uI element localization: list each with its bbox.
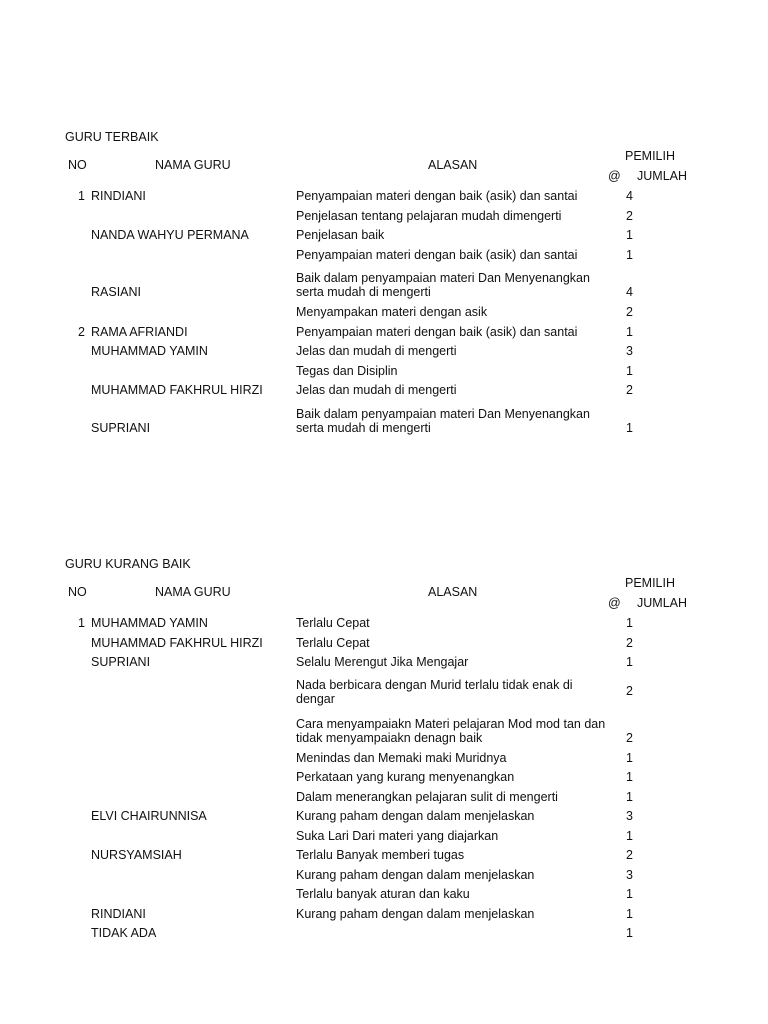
- header-no: NO: [68, 585, 87, 599]
- header-jumlah: JUMLAH: [637, 596, 688, 610]
- row-alasan: Menyampakan materi dengan asik: [296, 305, 488, 319]
- row-jumlah: 4: [626, 189, 633, 203]
- table-row: [0, 245, 768, 265]
- row-alasan: Terlalu Cepat: [296, 616, 370, 630]
- section-title: GURU KURANG BAIK: [65, 557, 191, 571]
- header-at: @: [608, 596, 621, 610]
- section-title: GURU TERBAIK: [65, 130, 159, 144]
- row-nama-guru: RAMA AFRIANDI: [91, 324, 188, 339]
- row-nama-guru: SUPRIANI: [91, 420, 151, 435]
- row-nama-guru: NANDA WAHYU PERMANA: [91, 228, 249, 242]
- header-no: NO: [68, 158, 87, 172]
- row-alasan: Penjelasan baik: [296, 228, 385, 242]
- table-row: [0, 264, 768, 302]
- row-jumlah: 1: [626, 363, 633, 378]
- row-jumlah: 1: [626, 926, 633, 940]
- row-alasan: Kurang paham dengan dalam menjelaskan: [296, 809, 535, 823]
- row-jumlah: 1: [626, 906, 633, 921]
- row-alasan: Dalam menerangkan pelajaran sulit di mengerti: [296, 789, 558, 804]
- header-alasan: ALASAN: [428, 158, 478, 172]
- row-alasan: Menindas dan Memaki maki Muridnya: [296, 750, 507, 765]
- row-alasan: Penyampaian materi dengan baik (asik) dan santai: [296, 247, 578, 262]
- row-alasan: Kurang paham dengan dalam menjelaskan: [296, 906, 535, 921]
- row-jumlah: 1: [626, 247, 633, 262]
- row-jumlah: 2: [626, 730, 633, 745]
- row-jumlah: 1: [626, 655, 633, 669]
- row-alasan: Terlalu Cepat: [296, 635, 370, 650]
- row-jumlah: 2: [626, 683, 633, 698]
- row-jumlah: 3: [626, 809, 633, 823]
- row-jumlah: 1: [626, 420, 633, 435]
- row-jumlah: 1: [626, 616, 633, 630]
- table-row: [0, 652, 768, 672]
- table-row: [0, 322, 768, 342]
- row-jumlah: 1: [626, 887, 633, 901]
- table-row: [0, 206, 768, 226]
- row-nama-guru: ELVI CHAIRUNNISA: [91, 809, 207, 823]
- row-alasan: Terlalu banyak aturan dan kaku: [296, 887, 470, 901]
- row-alasan: Terlalu Banyak memberi tugas: [296, 848, 465, 862]
- row-alasan: Penjelasan tentang pelajaran mudah dimengerti: [296, 208, 562, 223]
- table-row: [0, 923, 768, 943]
- header-nama-guru: NAMA GURU: [155, 585, 231, 599]
- row-alasan: Penyampaian materi dengan baik (asik) dan santai: [296, 324, 578, 339]
- row-jumlah: 2: [626, 848, 633, 862]
- table-body: [0, 186, 768, 438]
- table-row: [0, 672, 768, 709]
- table-row: [0, 767, 768, 787]
- table-row: [0, 302, 768, 322]
- row-nama-guru: NURSYAMSIAH: [91, 848, 182, 862]
- row-jumlah: 3: [626, 867, 633, 882]
- table-row: [0, 380, 768, 400]
- row-jumlah: 4: [626, 285, 633, 299]
- header-nama-guru: NAMA GURU: [155, 158, 231, 172]
- row-jumlah: 2: [626, 208, 633, 223]
- row-alasan: Penyampaian materi dengan baik (asik) dan santai: [296, 189, 578, 203]
- table-row: [0, 806, 768, 826]
- row-jumlah: 1: [626, 789, 633, 804]
- row-jumlah: 2: [626, 383, 633, 397]
- table-row: [0, 186, 768, 206]
- row-alasan: Baik dalam penyampaian materi Dan Menyenangkan serta mudah di mengerti: [296, 271, 590, 299]
- table-row: [0, 400, 768, 438]
- row-alasan: Kurang paham dengan dalam menjelaskan: [296, 867, 535, 882]
- table-row: [0, 748, 768, 768]
- table-row: [0, 361, 768, 381]
- row-alasan: Cara menyampaiakn Materi pelajaran Mod mod tan dan tidak menyampaiakn denagn baik: [296, 716, 606, 745]
- table-row: [0, 845, 768, 865]
- row-nama-guru: SUPRIANI: [91, 655, 151, 669]
- header-alasan: ALASAN: [428, 585, 478, 599]
- table-row: [0, 341, 768, 361]
- row-alasan: Nada berbicara dengan Murid terlalu tidak enak di dengar: [296, 677, 573, 706]
- table-body: [0, 613, 768, 943]
- row-alasan: Jelas dan mudah di mengerti: [296, 344, 457, 358]
- table-row: [0, 904, 768, 924]
- row-alasan: Tegas dan Disiplin: [296, 363, 398, 378]
- row-jumlah: 3: [626, 344, 633, 358]
- table-row: [0, 884, 768, 904]
- table-row: [0, 826, 768, 846]
- row-alasan: Selalu Merengut Jika Mengajar: [296, 655, 469, 669]
- table-row: [0, 709, 768, 748]
- row-jumlah: 2: [626, 305, 633, 319]
- row-nama-guru: MUHAMMAD YAMIN: [91, 344, 208, 358]
- header-at: @: [608, 169, 621, 183]
- row-nama-guru: TIDAK ADA: [91, 926, 157, 940]
- table-header: [0, 575, 768, 615]
- row-nama-guru: MUHAMMAD YAMIN: [91, 616, 208, 630]
- row-alasan: Perkataan yang kurang menyenangkan: [296, 770, 515, 784]
- row-jumlah: 1: [626, 750, 633, 765]
- table-header: [0, 148, 768, 188]
- row-nama-guru: RINDIANI: [91, 906, 146, 921]
- row-no: 1: [78, 616, 85, 630]
- row-jumlah: 1: [626, 324, 633, 339]
- header-pemilih: PEMILIH: [625, 576, 676, 590]
- table-row: [0, 865, 768, 885]
- table-row: [0, 613, 768, 633]
- row-nama-guru: RINDIANI: [91, 189, 146, 203]
- row-jumlah: 1: [626, 228, 633, 242]
- table-row: [0, 787, 768, 807]
- table-row: [0, 225, 768, 245]
- header-pemilih: PEMILIH: [625, 149, 676, 163]
- row-no: 1: [78, 189, 85, 203]
- table-row: [0, 633, 768, 653]
- header-jumlah: JUMLAH: [637, 169, 688, 183]
- row-jumlah: 1: [626, 770, 633, 784]
- row-jumlah: 2: [626, 635, 633, 650]
- row-alasan: Suka Lari Dari materi yang diajarkan: [296, 828, 499, 843]
- row-nama-guru: MUHAMMAD FAKHRUL HIRZI: [91, 635, 263, 650]
- row-nama-guru: MUHAMMAD FAKHRUL HIRZI: [91, 383, 263, 397]
- row-nama-guru: RASIANI: [91, 285, 142, 299]
- row-alasan: Jelas dan mudah di mengerti: [296, 383, 457, 397]
- row-no: 2: [78, 324, 85, 339]
- row-alasan: Baik dalam penyampaian materi Dan Menyenangkan serta mudah di mengerti: [296, 406, 590, 435]
- row-jumlah: 1: [626, 828, 633, 843]
